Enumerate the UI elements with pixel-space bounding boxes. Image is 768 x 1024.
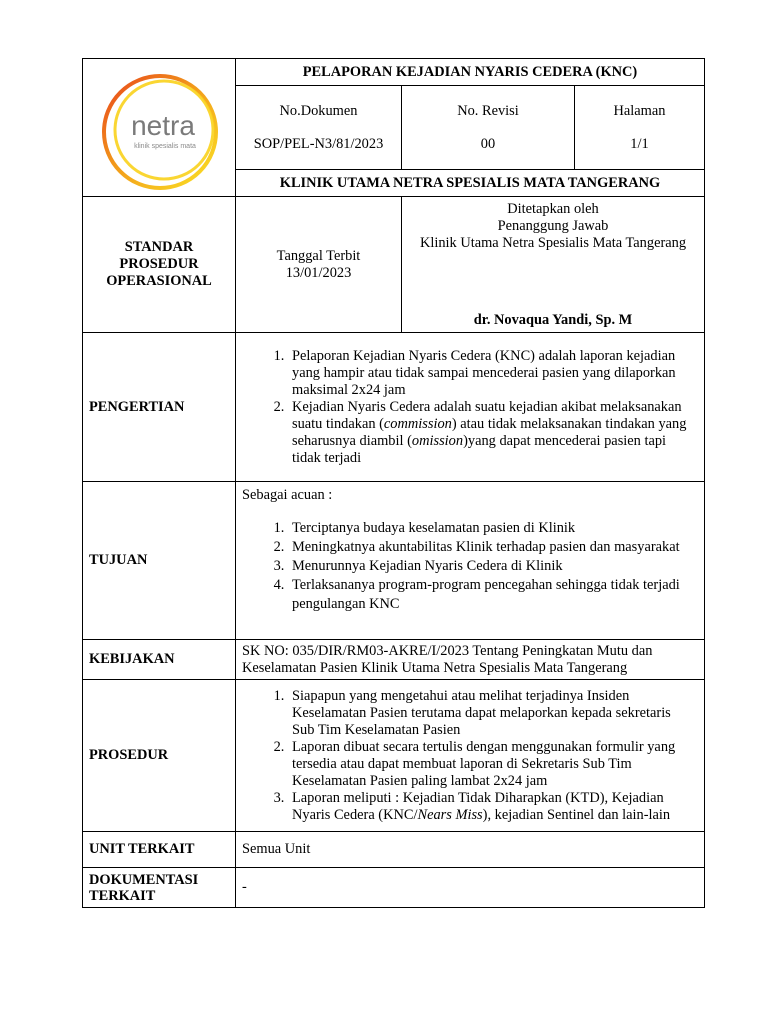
logo-cell [83, 59, 236, 197]
halaman-value: 1/1 [630, 135, 649, 152]
no-revisi-label: No. Revisi [457, 102, 519, 119]
no-revisi-value: 00 [480, 135, 496, 152]
sop-label [83, 197, 236, 333]
unit-terkait-value: Semua Unit [236, 832, 705, 868]
dokumentasi-label-line2: TERKAIT [89, 887, 156, 904]
tanggal-terbit-cell [236, 197, 402, 333]
tujuan-item-1: 1. Terciptanya budaya keselamatan pasien di Klinik [288, 519, 696, 538]
prosedur-item-3: 3. Laporan meliputi : Kejadian Tidak Diharapkan (KTD), Kejadian Nyaris Cedera (KNC/Nears Miss), kejadian Sentinel dan lain-lain [288, 790, 696, 824]
tujuan-intro: Sebagai acuan : [242, 487, 333, 503]
approval-cell [402, 197, 705, 333]
no-revisi-cell [402, 86, 575, 170]
dokumentasi-value: - [236, 868, 705, 908]
dokumentasi-label [83, 868, 236, 908]
pengertian-label: PENGERTIAN [83, 333, 236, 482]
tujuan-item-4: 4. Terlaksananya program-program pencegahan sehingga tidak terjadi pengulangan KNC [288, 576, 696, 614]
netra-logo [101, 73, 219, 191]
approval-clinic-name: Klinik Utama Netra Spesialis Mata Tangerang [419, 235, 687, 251]
kebijakan-text: SK NO: 035/DIR/RM03-AKRE/I/2023 Tentang Peningkatan Mutu dan Keselamatan Pasien Klinik Utama Netra Spesialis Mata Tangerang [236, 640, 705, 680]
logo-tagline: klinik spesialis mata [134, 143, 196, 150]
tujuan-item-3: 3. Menurunnya Kejadian Nyaris Cedera di Klinik [288, 557, 696, 576]
halaman-label: Halaman [613, 102, 666, 119]
pengertian-content [236, 333, 705, 482]
sop-label-line3: OPERASIONAL [106, 273, 212, 289]
no-dokumen-value: SOP/PEL-N3/81/2023 [253, 135, 384, 152]
no-dokumen-label: No.Dokumen [279, 102, 358, 119]
pengertian-item-1: 1. Pelaporan Kejadian Nyaris Cedera (KNC) adalah laporan kejadian yang hampir atau tidak sampai mencederai pasien yang dilaporkan maksimal 2x24 jam [288, 348, 696, 399]
tujuan-content [236, 482, 705, 640]
prosedur-label: PROSEDUR [83, 680, 236, 832]
logo-wordmark: netra [131, 110, 195, 141]
prosedur-item-1: 1. Siapapun yang mengetahui atau melihat terjadinya Insiden Keselamatan Pasien terutama dapat melaporkan kepada sekretaris Sub Tim Keselamatan Pasien [288, 688, 696, 739]
tanggal-terbit-value: 13/01/2023 [285, 264, 352, 281]
tujuan-item-2: 2. Meningkatnya akuntabilitas Klinik terhadap pasien dan masyarakat [288, 538, 696, 557]
penanggung-jawab-label: Penanggung Jawab [497, 218, 609, 234]
sop-document-table [82, 58, 705, 908]
signatory-name: dr. Novaqua Yandi, Sp. M [473, 312, 633, 328]
pengertian-item-2: 2. Kejadian Nyaris Cedera adalah suatu kejadian akibat melaksanakan suatu tindakan (commission) atau tidak melaksanakan tindakan yang seharusnya diambil (omission)yang dapat mencederai pasien tapi tidak terjadi [288, 399, 696, 467]
kebijakan-label: KEBIJAKAN [83, 640, 236, 680]
prosedur-item-2: 2. Laporan dibuat secara tertulis dengan menggunakan formulir yang tersedia atau dapat membuat laporan di Sekretaris Sub Tim Keselamatan Pasien paling lambat 2x24 jam [288, 739, 696, 790]
no-dokumen-cell [236, 86, 402, 170]
unit-terkait-label: UNIT TERKAIT [83, 832, 236, 868]
ditetapkan-label: Ditetapkan oleh [507, 201, 599, 217]
tujuan-label: TUJUAN [83, 482, 236, 640]
document-title: PELAPORAN KEJADIAN NYARIS CEDERA (KNC) [236, 59, 705, 86]
halaman-cell [575, 86, 705, 170]
tanggal-terbit-label: Tanggal Terbit [276, 247, 361, 264]
prosedur-content [236, 680, 705, 832]
sop-label-line2: PROSEDUR [119, 256, 199, 272]
clinic-heading: KLINIK UTAMA NETRA SPESIALIS MATA TANGERANG [236, 170, 705, 197]
sop-label-line1: STANDAR [124, 239, 194, 255]
dokumentasi-label-line1: DOKUMENTASI [89, 871, 199, 888]
